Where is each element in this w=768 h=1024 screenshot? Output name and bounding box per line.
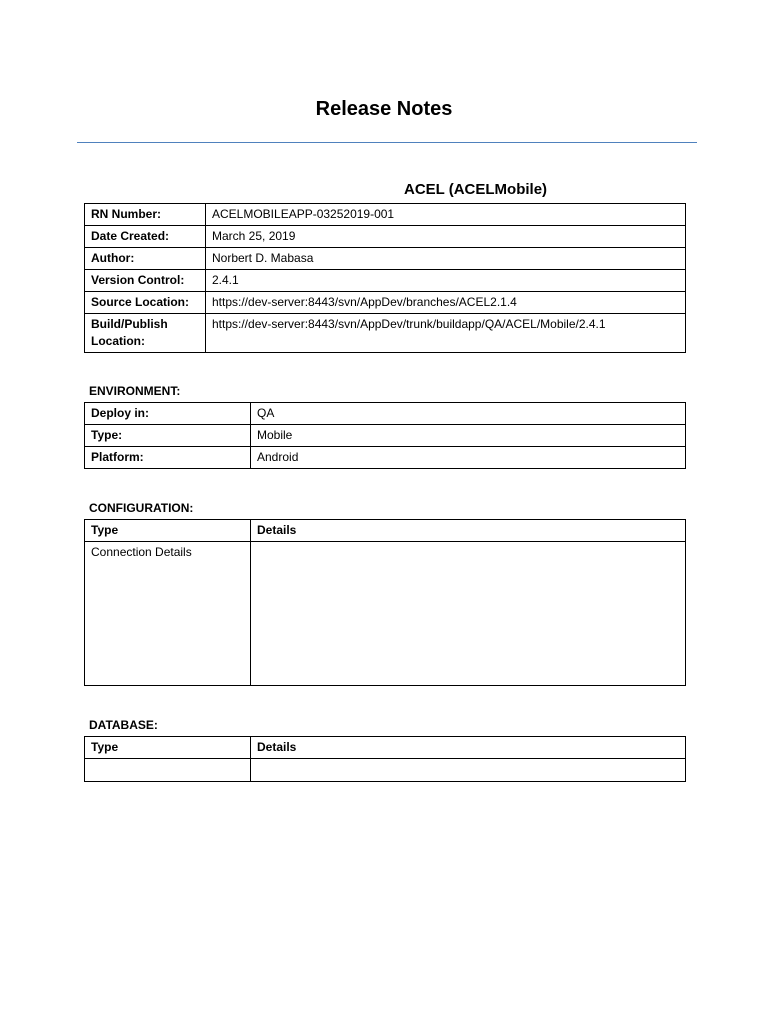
date-created-label: Date Created: [85, 226, 206, 248]
table-row [85, 425, 686, 447]
table-header-row [85, 520, 686, 542]
release-info-table [84, 203, 686, 353]
rn-number-label: RN Number: [85, 204, 206, 226]
table-row [85, 403, 686, 425]
database-type-cell [85, 759, 251, 782]
author-label: Author: [85, 248, 206, 270]
title-divider [77, 142, 697, 143]
build-publish-location-label: Build/Publish Location: [85, 314, 206, 353]
build-publish-location-value: https://dev-server:8443/svn/AppDev/trunk/buildapp/QA/ACEL/Mobile/2.4.1 [206, 314, 686, 353]
rn-number-value: ACELMOBILEAPP-03252019-001 [206, 204, 686, 226]
table-row [85, 314, 686, 353]
platform-value: Android [251, 447, 686, 469]
platform-label: Platform: [85, 447, 251, 469]
deploy-in-value: QA [251, 403, 686, 425]
database-table [84, 736, 686, 782]
table-row [85, 292, 686, 314]
table-row [85, 270, 686, 292]
configuration-heading: CONFIGURATION: [89, 501, 194, 515]
column-header-details: Details [251, 737, 686, 759]
source-location-label: Source Location: [85, 292, 206, 314]
table-row [85, 542, 686, 686]
document-title: Release Notes [315, 98, 453, 120]
column-header-details: Details [251, 520, 686, 542]
table-row [85, 204, 686, 226]
date-created-value: March 25, 2019 [206, 226, 686, 248]
version-control-label: Version Control: [85, 270, 206, 292]
app-heading: ACEL (ACELMobile) [404, 181, 548, 198]
environment-heading: ENVIRONMENT: [89, 384, 181, 398]
source-location-value: https://dev-server:8443/svn/AppDev/branches/ACEL2.1.4 [206, 292, 686, 314]
version-control-value: 2.4.1 [206, 270, 686, 292]
config-details-cell [251, 542, 686, 686]
table-row [85, 447, 686, 469]
configuration-table [84, 519, 686, 686]
type-value: Mobile [251, 425, 686, 447]
table-row [85, 226, 686, 248]
column-header-type: Type [85, 737, 251, 759]
type-label: Type: [85, 425, 251, 447]
table-row [85, 248, 686, 270]
deploy-in-label: Deploy in: [85, 403, 251, 425]
author-value: Norbert D. Mabasa [206, 248, 686, 270]
database-heading: DATABASE: [89, 718, 158, 732]
table-header-row [85, 737, 686, 759]
column-header-type: Type [85, 520, 251, 542]
environment-table [84, 402, 686, 469]
table-row [85, 759, 686, 782]
config-type-cell: Connection Details [85, 542, 251, 686]
database-details-cell [251, 759, 686, 782]
